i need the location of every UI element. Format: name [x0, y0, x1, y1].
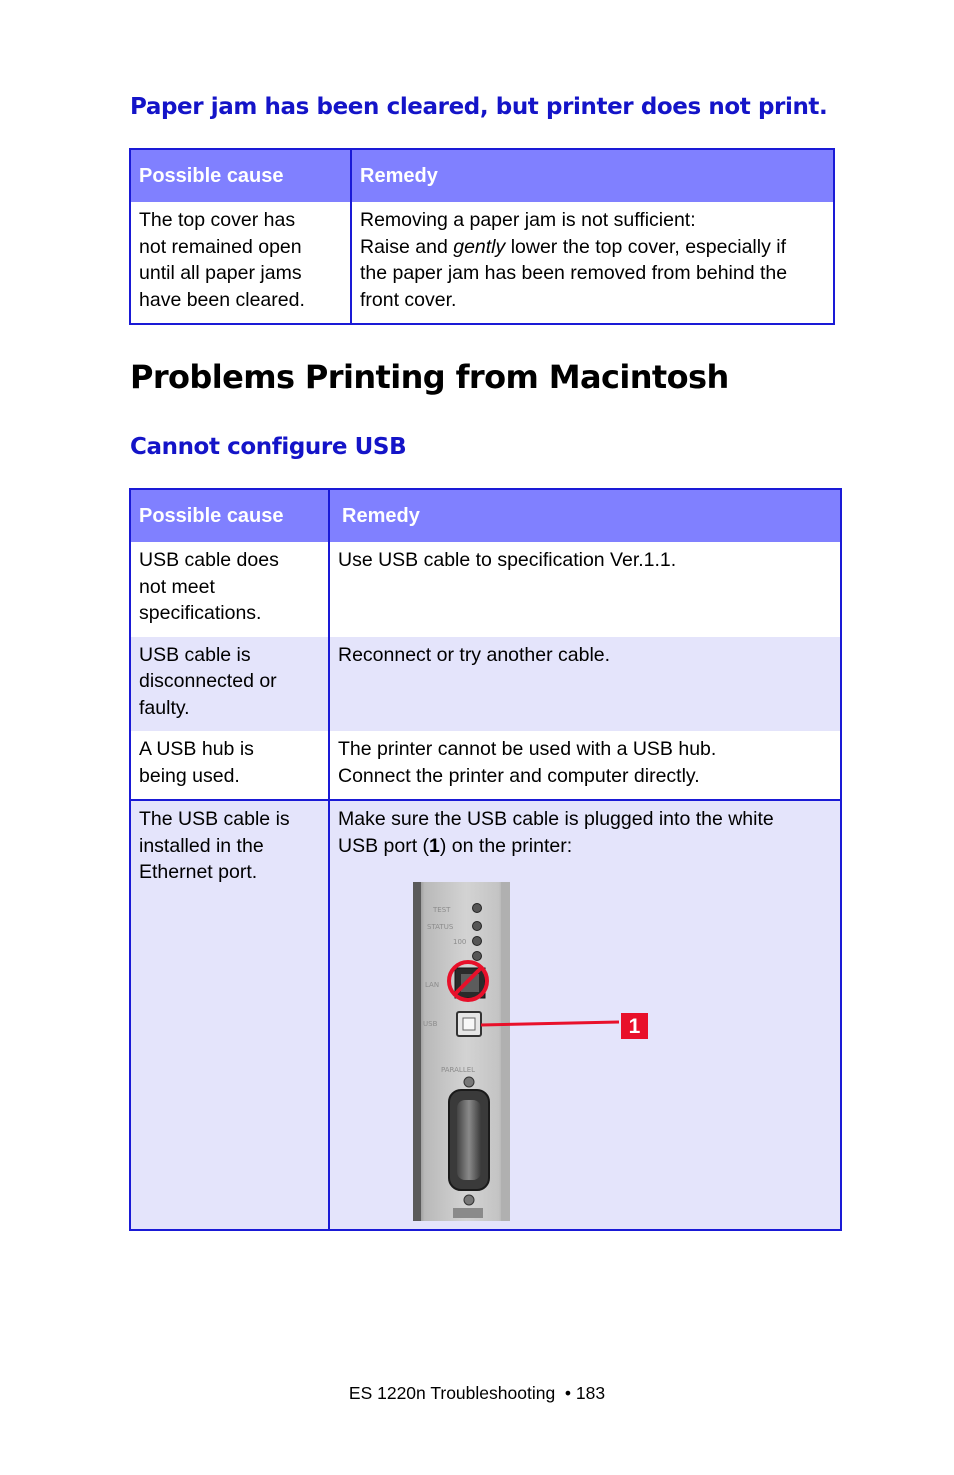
table-header-row — [130, 149, 834, 202]
page-title: Problems Printing from Macintosh — [130, 358, 729, 396]
column-header-cause: Possible cause — [130, 489, 329, 542]
remedy-cell: Reconnect or try another cable. — [329, 637, 841, 732]
screw-icon — [464, 1077, 474, 1087]
page-footer: ES 1220n Troubleshooting • 183 — [348, 1383, 606, 1403]
callout-number: 1 — [628, 1015, 641, 1038]
paper-jam-table — [129, 148, 835, 325]
remedy-cell: The printer cannot be used with a USB hub. Connect the printer and computer directly. — [338, 738, 717, 787]
panel-label-status: STATUS — [427, 923, 454, 931]
table-header-row — [130, 489, 841, 542]
cause-cell: The USB cable is installed in the Ethernet port. — [130, 800, 329, 1230]
table-row — [130, 731, 841, 800]
table-row — [130, 637, 841, 732]
led-indicator — [473, 952, 482, 961]
cause-cell: The top cover has not remained open until all paper jams have been cleared. — [139, 209, 305, 311]
section-heading-usb: Cannot configure USB — [130, 434, 407, 460]
remedy-cell: Use USB cable to specification Ver.1.1. — [338, 549, 677, 571]
cause-cell: USB cable does not meet specifications. — [130, 542, 329, 637]
table-row — [130, 202, 834, 324]
table-row — [130, 542, 841, 637]
panel-label-lan: LAN — [425, 981, 440, 989]
printer-ports-figure — [413, 882, 653, 1222]
screw-icon — [464, 1195, 474, 1205]
led-indicator — [473, 904, 482, 913]
led-indicator — [473, 937, 482, 946]
column-header-cause: Possible cause — [130, 149, 351, 202]
column-header-remedy: Remedy — [351, 149, 834, 202]
remedy-cell: Make sure the USB cable is plugged into the white USB port (1) on the printer: — [329, 800, 841, 1230]
panel-label-100: 100 — [453, 938, 467, 946]
cause-cell: USB cable is disconnected or faulty. — [130, 637, 329, 732]
led-indicator — [473, 922, 482, 931]
panel-label-test: TEST — [433, 906, 451, 914]
section-heading-paper-jam: Paper jam has been cleared, but printer does not print. — [130, 94, 828, 120]
remedy-cell: Removing a paper jam is not sufficient: Raise and gently lower the top cover, especially if the paper jam has been removed from behind the front cover. — [351, 202, 834, 324]
panel-label-usb: USB — [423, 1020, 438, 1028]
cause-cell: A USB hub is being used. — [130, 731, 329, 800]
column-header-remedy: Remedy — [329, 489, 841, 542]
panel-label-parallel: PARALLEL — [441, 1066, 476, 1074]
